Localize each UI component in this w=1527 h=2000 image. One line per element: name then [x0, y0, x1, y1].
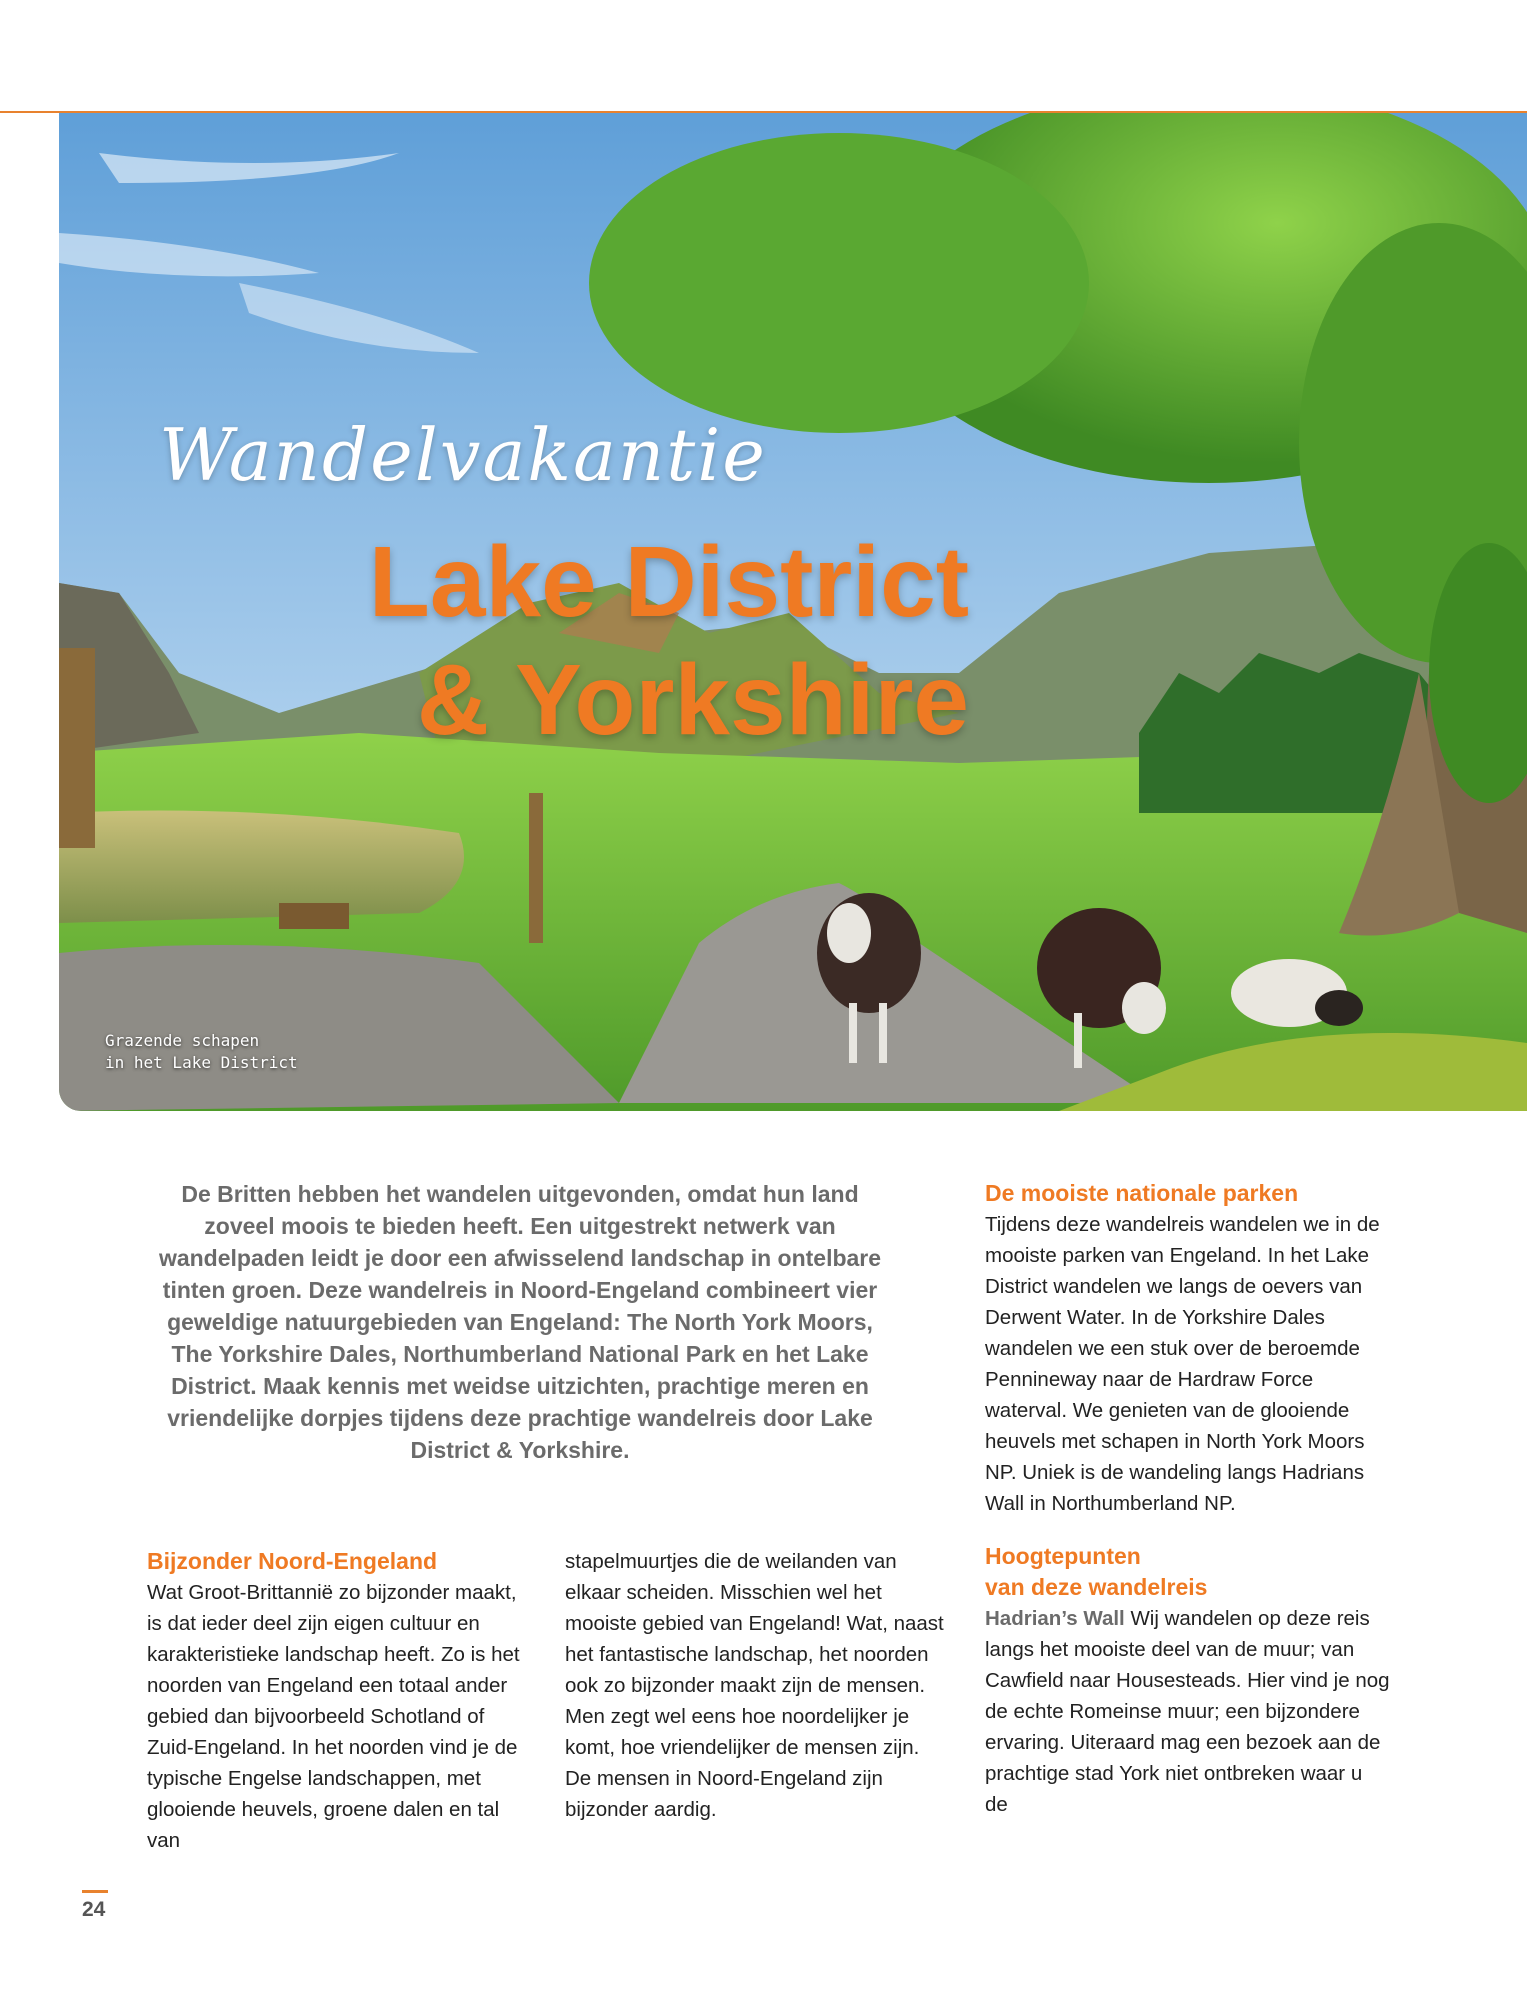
title-line-1: Lake District: [368, 526, 969, 638]
column-3: [985, 1178, 1390, 1820]
highlight-hadrians-wall: Hadrian’s Wall: [985, 1607, 1125, 1630]
caption-line-1: Grazende schapen: [105, 1031, 260, 1050]
heading-line-2: van deze wandelreis: [985, 1574, 1208, 1600]
heading-line-1: Hoogtepunten: [985, 1543, 1141, 1569]
section-body-noord-engeland-a: Wat Groot-Brittannië zo bijzonder maakt, is dat ieder deel zijn eigen cultuur en karakteristieke landschap heeft. Zo is het noorden van Engeland een totaal ander gebied dan bijvoorbeeld Schotland of Zuid-Engeland. In het noorden vind je de typische Engelse landschappen, met glooiende heuvels, groene dalen en tal van: [147, 1581, 520, 1852]
section-body-hoogtepunten: [985, 1603, 1390, 1820]
sheep-1: [817, 893, 921, 1013]
section-body-nationale-parken: Tijdens deze wandelreis wandelen we in de mooiste parken van Engeland. In het Lake District wandelen we langs de oevers van Derwent Water. In de Yorkshire Dales wandelen we een stuk over de beroemde Pennineway naar de Hardraw Force waterval. We genieten van de glooiende heuvels met schapen in North York Moors NP. Uniek is de wandeling langs Hadrians Wall in Northumberland NP.: [985, 1213, 1380, 1515]
section-body-noord-engeland-b: stapelmuurtjes die de weilanden van elkaar scheiden. Misschien wel het mooiste gebied van Engeland! Wat, naast het fantastische landschap, het noorden ook zo bijzonder maakt zijn de mensen. Men zegt wel eens hoe noordelijker je komt, hoe vriendelijker de mensen zijn. De mensen in Noord-Engeland zijn bijzonder aardig.: [565, 1550, 944, 1821]
title-line-2: & Yorkshire: [416, 644, 969, 756]
intro-paragraph: De Britten hebben het wandelen uitgevonden, omdat hun land zoveel moois te bieden heeft. Een uitgestrekt netwerk van wandelpaden leidt je door een afwisselend landschap in ontelbare tinten groen. Deze wandelreis in Noord-Engeland combineert vier geweldige natuurgebieden van Engeland: The North York Moors, The Yorkshire Dales, Northumberland National Park en het Lake District. Maak kennis met weidse uitzichten, prachtige meren en vriendelijke dorpjes tijdens deze prachtige wandelreis door Lake District & Yorkshire.: [158, 1181, 882, 1463]
photo-caption: [105, 1030, 405, 1074]
hoogtepunten-text: Wij wandelen op deze reis langs het mooiste deel van de muur; van Cawfield naar Housesteads. Hier vind je nog de echte Romeinse muur; een bijzondere ervaring. Uiteraard mag een bezoek aan de prachtige stad York niet ontbreken waar u de: [985, 1607, 1390, 1816]
section-heading-noord-engeland: Bijzonder Noord-Engeland: [147, 1548, 438, 1574]
page-title: [249, 523, 969, 759]
page-number: 24: [82, 1898, 106, 1921]
script-title: Wandelvakantie: [159, 413, 767, 497]
page-number-rule: [82, 1890, 108, 1893]
hero-photo: [59, 113, 1527, 1111]
section-heading-nationale-parken: De mooiste nationale parken: [985, 1180, 1299, 1206]
caption-line-2: in het Lake District: [105, 1053, 298, 1072]
section-heading-hoogtepunten: [985, 1541, 1390, 1603]
column-1: [147, 1546, 532, 1856]
column-2: [565, 1546, 950, 1825]
